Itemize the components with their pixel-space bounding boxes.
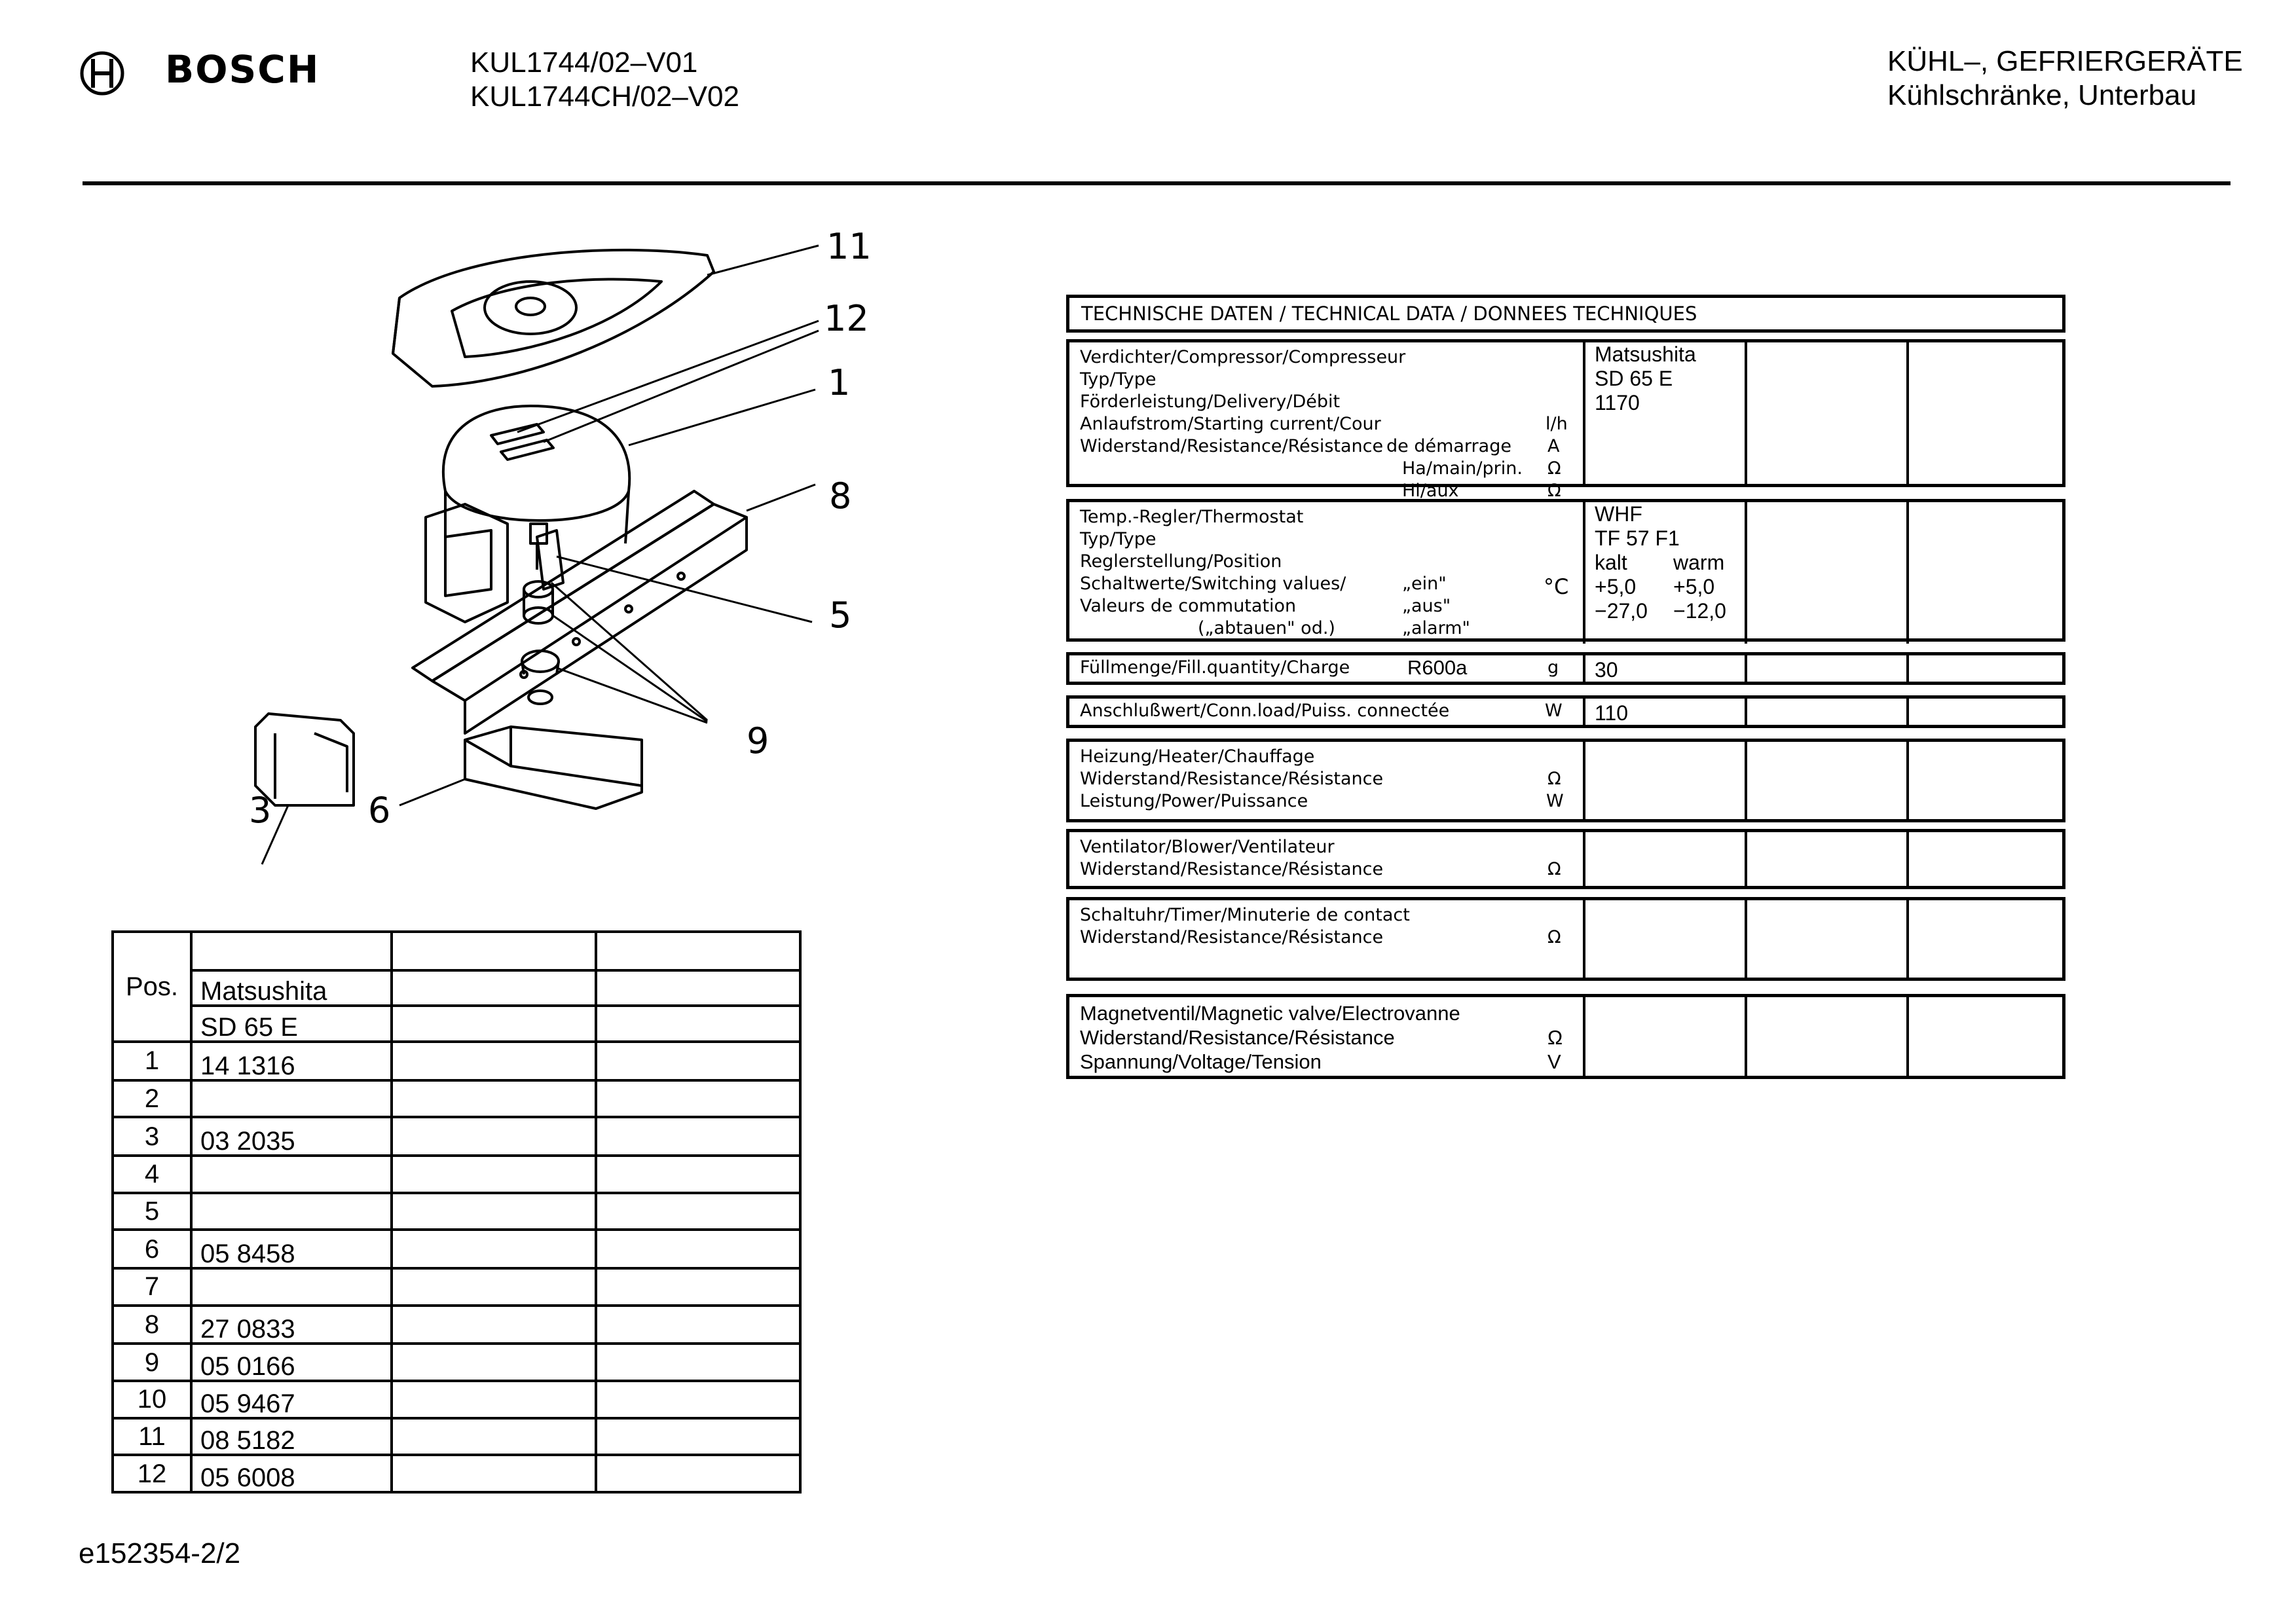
table-row <box>113 1306 800 1344</box>
row-pos: 11 <box>113 1418 191 1456</box>
pos-header: Pos. <box>113 932 191 1042</box>
row-part-number <box>191 1156 392 1193</box>
category-title <box>1887 45 2243 113</box>
row-pos: 5 <box>113 1193 191 1230</box>
callout-11: 11 <box>826 226 872 267</box>
table-row <box>113 1042 800 1080</box>
table-row <box>113 1344 800 1381</box>
row-part-number: 27 0833 <box>191 1306 392 1344</box>
row-pos: 12 <box>113 1455 191 1492</box>
table-row <box>113 1455 800 1492</box>
row-pos: 7 <box>113 1268 191 1306</box>
table-row <box>113 1418 800 1456</box>
row-part-number <box>191 1080 392 1118</box>
heater-block: Heizung/Heater/Chauffage Widerstand/Resistance/Résistance Leistung/Power/Puissance Ω W <box>1066 739 2065 822</box>
compressor-block <box>1066 339 2065 501</box>
table-row <box>113 1381 800 1418</box>
table-row <box>113 1080 800 1118</box>
callout-8: 8 <box>829 475 852 517</box>
header-value: Matsushita <box>191 970 392 1006</box>
tech-data-title: TECHNISCHE DATEN / TECHNICAL DATA / DONNEES TECHNIQUES <box>1066 295 2065 333</box>
brand-name: BOSCH <box>165 47 320 92</box>
blower-block: Ventilator/Blower/Ventilateur Widerstand/Resistance/Résistance Ω <box>1066 829 2065 889</box>
compressor-values: Matsushita SD 65 E 1170 <box>1583 342 1745 484</box>
charge-value: 30 <box>1583 655 1745 684</box>
parts-table <box>111 930 802 1493</box>
table-row <box>113 1193 800 1230</box>
row-part-number: 05 0166 <box>191 1344 392 1381</box>
relay-cover-drawing <box>465 727 642 809</box>
charge-block: Füllmenge/Fill.quantity/Charge R600a g 30 <box>1066 652 2065 685</box>
bosch-logo-icon <box>79 50 126 97</box>
row-pos: 8 <box>113 1306 191 1344</box>
row-pos: 2 <box>113 1080 191 1118</box>
row-pos: 6 <box>113 1230 191 1268</box>
drip-tray-drawing <box>393 250 714 386</box>
table-row <box>113 1230 800 1268</box>
table-row <box>113 1156 800 1193</box>
exploded-parts-diagram <box>249 216 923 877</box>
callout-6: 6 <box>368 790 391 831</box>
connected-load-block: Anschlußwert/Conn.load/Puiss. connectée W 110 <box>1066 695 2065 728</box>
callout-9: 9 <box>747 720 769 761</box>
row-part-number: 05 6008 <box>191 1455 392 1492</box>
table-row <box>113 1268 800 1306</box>
category-line: Kühlschränke, Unterbau <box>1887 79 2197 111</box>
document-id: e152354-2/2 <box>79 1537 241 1569</box>
mounting-rail-drawing <box>413 491 747 733</box>
row-pos: 9 <box>113 1344 191 1381</box>
header-value: SD 65 E <box>191 1006 392 1042</box>
table-row <box>113 1117 800 1156</box>
row-pos: 10 <box>113 1381 191 1418</box>
model-line: KUL1744CH/02–V02 <box>470 81 739 113</box>
row-pos: 1 <box>113 1042 191 1080</box>
callout-12: 12 <box>824 298 869 339</box>
header-rule <box>83 181 2231 185</box>
thermostat-values: WHF TF 57 F1 kalt warm +5,0 +5,0 −27,0 −12,0 <box>1583 502 1745 644</box>
row-part-number: 05 8458 <box>191 1230 392 1268</box>
row-part-number: 03 2035 <box>191 1117 392 1156</box>
magnetic-valve-block: Magnetventil/Magnetic valve/Electrovanne Widerstand/Resistance/Résistance Spannung/Voltage/Tension Ω V <box>1066 994 2065 1079</box>
model-line: KUL1744/02–V01 <box>470 46 698 79</box>
row-part-number: 14 1316 <box>191 1042 392 1080</box>
row-pos: 3 <box>113 1117 191 1156</box>
timer-block: Schaltuhr/Timer/Minuterie de contact Widerstand/Resistance/Résistance Ω <box>1066 897 2065 981</box>
row-part-number: 08 5182 <box>191 1418 392 1456</box>
category-line: KÜHL–, GEFRIERGERÄTE <box>1887 45 2243 77</box>
row-part-number <box>191 1193 392 1230</box>
connected-load-value: 110 <box>1583 699 1745 727</box>
callout-5: 5 <box>829 595 852 636</box>
row-part-number: 05 9467 <box>191 1381 392 1418</box>
thermostat-labels: Temp.-Regler/Thermostat Typ/Type Reglerstellung/Position Schaltwerte/Switching values/ Valeurs de commutation („abtauen" od.) „ein" „aus" „alarm" °C <box>1080 507 1569 638</box>
thermostat-block <box>1066 499 2065 642</box>
row-pos: 4 <box>113 1156 191 1193</box>
compressor-labels: Verdichter/Compressor/Compresseur Typ/Type Förderleistung/Delivery/Débit Anlaufstrom/Starting current/Cour Widerstand/Resistance/Résistance de démarrage Ha/main/prin. Hi/aux l/h A Ω Ω <box>1080 347 1568 501</box>
callout-3: 3 <box>249 790 272 831</box>
model-numbers <box>470 46 739 114</box>
row-part-number <box>191 1268 392 1306</box>
callout-1: 1 <box>828 362 851 403</box>
